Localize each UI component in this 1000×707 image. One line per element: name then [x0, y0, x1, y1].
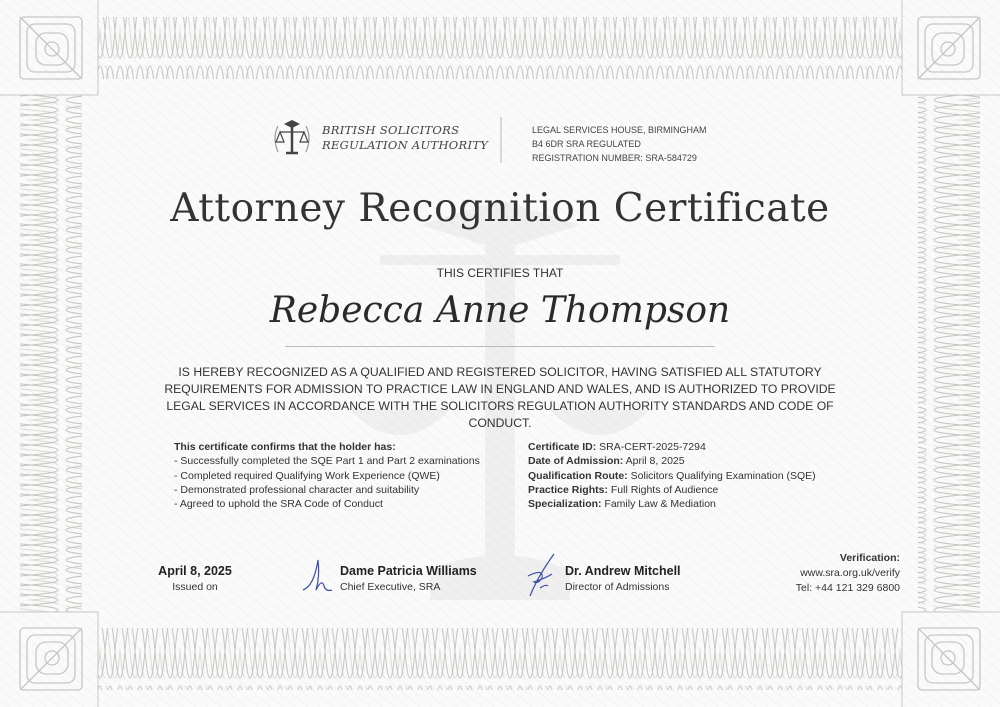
org-name-line2: REGULATION AUTHORITY — [322, 138, 489, 152]
verification-heading: Verification: — [839, 552, 900, 564]
signature-mitchell — [524, 552, 562, 598]
signatory-name: Dame Patricia Williams — [340, 564, 477, 578]
signatory-role: Chief Executive, SRA — [340, 581, 441, 593]
signatory-williams — [340, 564, 477, 593]
address-line1: LEGAL SERVICES HOUSE, BIRMINGHAM — [532, 125, 707, 135]
detail-certificate-id: Certificate ID: SRA-CERT-2025-7294 — [528, 441, 706, 453]
issued-date: April 8, 2025 — [158, 564, 232, 578]
org-brand — [270, 118, 488, 158]
list-item: - Completed required Qualifying Work Experience (QWE) — [174, 469, 440, 482]
verification-phone: Tel: +44 121 329 6800 — [795, 582, 900, 594]
verification-url[interactable]: www.sra.org.uk/verify — [800, 567, 900, 579]
list-item: - Successfully completed the SQE Part 1 and Part 2 examinations — [174, 455, 480, 468]
scales-of-justice-icon — [270, 118, 314, 158]
address-line3: REGISTRATION NUMBER: SRA-584729 — [532, 153, 697, 163]
signatory-mitchell — [565, 564, 681, 593]
issued-block — [150, 564, 240, 593]
org-name-line1: BRITISH SOLICITORS — [322, 123, 460, 137]
signatory-role: Director of Admissions — [565, 581, 670, 593]
recipient-name: Rebecca Anne Thompson — [269, 290, 731, 331]
header-divider — [500, 117, 502, 163]
detail-practice-rights: Practice Rights: Full Rights of Audience — [528, 483, 719, 496]
list-item: - Agreed to uphold the SRA Code of Conduct — [174, 498, 383, 511]
address-line2: B4 6DR SRA REGULATED — [532, 139, 641, 149]
detail-date-of-admission: Date of Admission: April 8, 2025 — [528, 455, 685, 468]
name-underline — [285, 346, 715, 347]
detail-qualification-route: Qualification Route: Solicitors Qualifying Examination (SQE) — [528, 469, 816, 482]
issued-label: Issued on — [172, 581, 218, 593]
recognition-statement: IS HEREBY RECOGNIZED AS A QUALIFIED AND REGISTERED SOLICITOR, HAVING SATISFIED ALL STATUTORY REQUIREMENTS FOR ADMISSION TO PRACTICE LAW IN ENGLAND AND WALES, AND IS AUTHORIZED TO PROVIDE LEGAL SERVICES IN ACCORDANCE WITH THE SOLICITORS REGULATION AUTHORITY STANDARDS AND CODE OF CONDUCT. — [164, 365, 836, 430]
certifies-label: THIS CERTIFIES THAT — [436, 266, 564, 280]
org-address — [532, 123, 707, 165]
signature-williams — [300, 556, 336, 596]
verification-block — [796, 551, 900, 596]
detail-specialization: Specialization: Family Law & Mediation — [528, 498, 716, 511]
signatory-name: Dr. Andrew Mitchell — [565, 564, 681, 578]
certificate-details — [528, 440, 816, 511]
confirmation-heading: This certificate confirms that the holder has: — [174, 441, 396, 453]
certificate-title: Attorney Recognition Certificate — [170, 186, 830, 231]
list-item: - Demonstrated professional character and suitability — [174, 483, 420, 496]
confirmation-list — [174, 440, 480, 511]
